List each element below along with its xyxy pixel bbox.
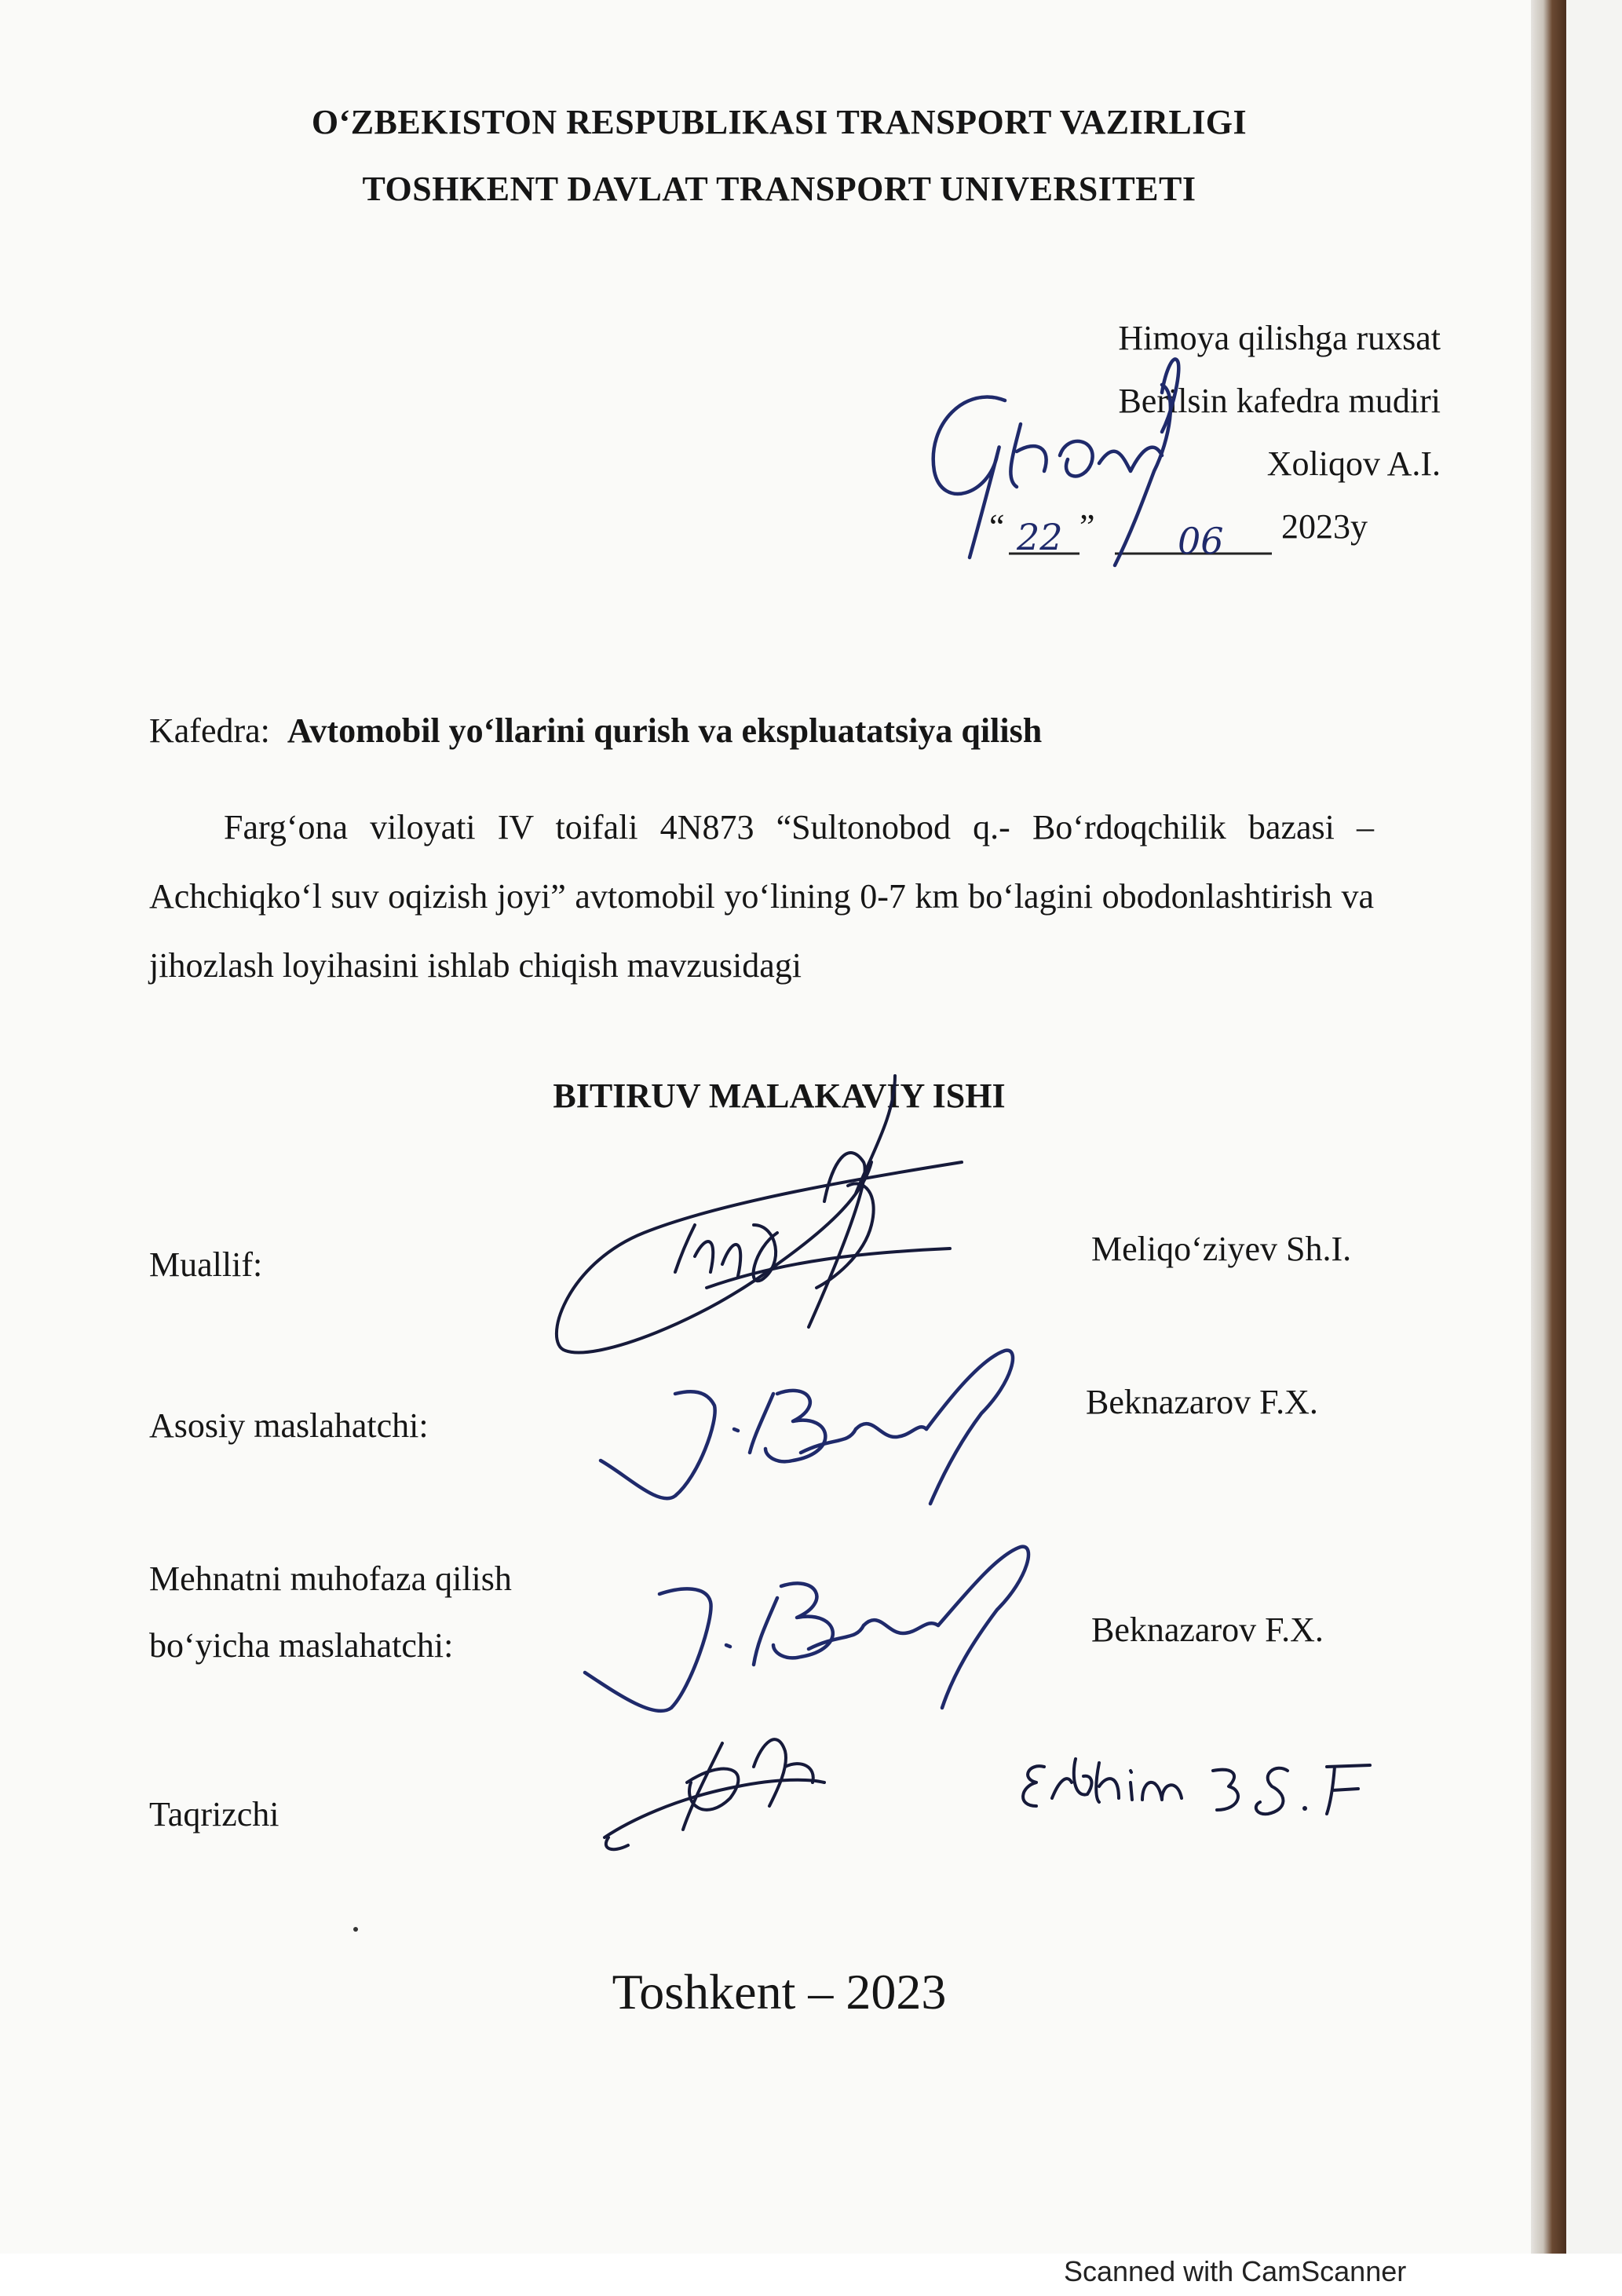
kafedra-label: Kafedra: bbox=[149, 711, 270, 750]
safety-label-line2: bo‘yicha maslahatchi: bbox=[149, 1626, 454, 1665]
binding-edge bbox=[1531, 0, 1566, 2296]
reviewer-label: Taqrizchi bbox=[149, 1795, 279, 1834]
thesis-topic: Farg‘ona viloyati IV toifali 4N873 “Sultonobod q.- Bo‘rdoqchilik bazasi – Achchiqko‘l suv oqizish joyi” avtomobil yo‘lining 0-7 km bo‘lagini obodonlashtirish va jihozlash loyihasini ishlab chiqish mavzusidagi bbox=[149, 808, 1374, 985]
city-year: Toshkent – 2023 bbox=[612, 1964, 947, 2020]
advisor-name: Beknazarov F.X. bbox=[1086, 1383, 1318, 1421]
kafedra-line bbox=[149, 711, 1042, 751]
date-close-quote: ” bbox=[1080, 507, 1095, 546]
approval-line-2: Berilsin kafedra mudiri bbox=[1118, 382, 1441, 420]
date-year: 2023y bbox=[1281, 507, 1368, 546]
kafedra-value: Avtomobil yo‘llarini qurish va ekspluatatsiya qilish bbox=[287, 711, 1043, 750]
date-month-handwritten: 06 bbox=[1178, 520, 1224, 562]
author-label: Muallif: bbox=[149, 1245, 263, 1284]
university-heading: TOSHKENT DAVLAT TRANSPORT UNIVERSITETI bbox=[362, 170, 1196, 208]
author-name: Meliqo‘ziyev Sh.I. bbox=[1091, 1230, 1352, 1268]
safety-label-line1: Mehnatni muhofaza qilish bbox=[149, 1559, 512, 1598]
work-title: BITIRUV MALAKAVIY ISHI bbox=[553, 1077, 1006, 1115]
ministry-heading: O‘ZBEKISTON RESPUBLIKASI TRANSPORT VAZIRLIGI bbox=[311, 103, 1248, 141]
date-open-quote: “ bbox=[989, 507, 1005, 546]
approval-line-1: Himoya qilishga ruxsat bbox=[1118, 319, 1441, 357]
safety-name: Beknazarov F.X. bbox=[1091, 1610, 1324, 1649]
advisor-label: Asosiy maslahatchi: bbox=[149, 1406, 429, 1445]
date-day-handwritten: 22 bbox=[1017, 516, 1063, 558]
approval-head-name: Xoliqov A.I. bbox=[1266, 444, 1441, 483]
camscanner-watermark: Scanned with CamScanner bbox=[1064, 2255, 1407, 2287]
